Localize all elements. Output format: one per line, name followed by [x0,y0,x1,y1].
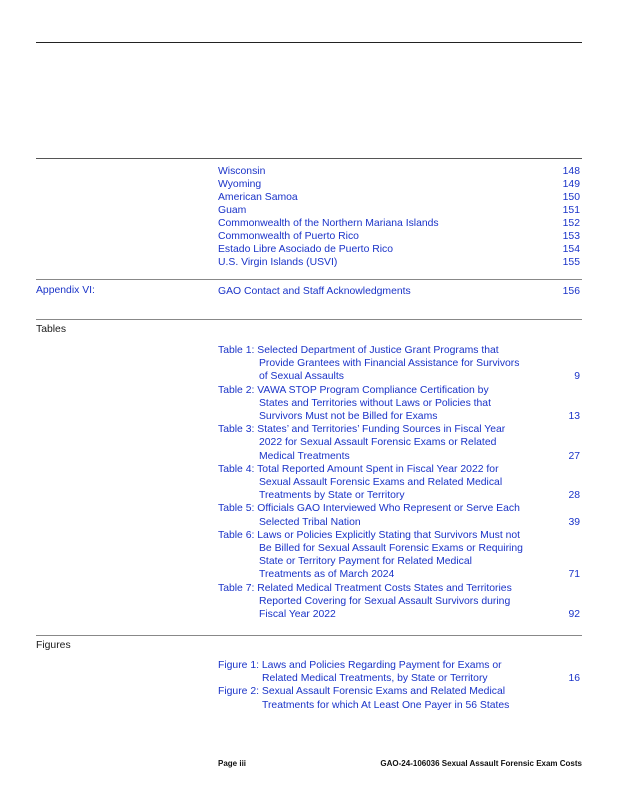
page-number: Page iii [218,759,247,768]
table-entry-continuation: Survivors Must not be Billed for Exams [259,411,438,422]
section-rule-appendix [36,158,582,159]
table-entry-page: 92 [568,609,580,620]
appendix-row-page: 150 [562,192,580,203]
table-entry-continuation: Provide Grantees with Financial Assistance for Survivors [259,358,520,370]
table-entry-continuation: Fiscal Year 2022 [259,609,336,620]
figure-entry-title: Figure 1: Laws and Policies Regarding Payment for Exams or [218,660,502,671]
table-entry-title: Table 3: States’ and Territories’ Funding Sources in Fiscal Year [218,424,506,436]
table-entry-continuation: Selected Tribal Nation [259,516,361,528]
figures-heading: Figures [36,640,71,651]
table-entry-title: Table 7: Related Medical Treatment Costs States and Territories [218,582,512,594]
figure-entry[interactable] [218,685,582,711]
figure-entry-continuation: Related Medical Treatments, by State or Territory [262,673,488,685]
table-entry-continuation: of Sexual Assaults [259,371,344,383]
appendix-row-page: 155 [562,257,580,268]
section-rule-tables [36,319,582,320]
section-rule-appendix-vi [36,279,582,280]
appendix-row-title: U.S. Virgin Islands (USVI) [218,257,338,268]
appendix-row[interactable] [218,217,582,230]
figure-entry[interactable] [218,659,582,685]
table-entry-title: Table 4: Total Reported Amount Spent in Fiscal Year 2022 for [218,463,499,475]
appendix-row-page: 153 [562,231,580,242]
tables-heading: Tables [36,324,67,335]
table-entry-continuation: Reported Covering for Sexual Assault Survivors during [259,595,511,607]
table-entry-continuation: Be Billed for Sexual Assault Forensic Exams or Requiring [259,543,523,554]
table-entry[interactable] [218,384,582,424]
table-entry-continuation: Sexual Assault Forensic Exams and Related Medical [259,477,503,488]
appendix-row-title: Guam [218,205,247,216]
table-entry-page: 13 [568,411,580,422]
appendix-vi-label[interactable]: Appendix VI: [36,285,95,296]
table-entry[interactable] [218,463,582,503]
appendix-row-page: 149 [562,179,580,190]
appendix-row[interactable] [218,191,582,204]
table-entry-title: Table 1: Selected Department of Justice Grant Programs that [218,345,499,356]
appendix-row-title: Wyoming [218,179,262,190]
appendix-row-title: Commonwealth of the Northern Mariana Islands [218,218,439,229]
table-entry[interactable] [218,529,582,582]
appendix-row[interactable] [218,256,582,269]
appendix-vi-title: GAO Contact and Staff Acknowledgments [218,286,411,297]
appendix-row[interactable] [218,165,582,178]
appendix-row-page: 152 [562,218,580,229]
table-entry-continuation: 2022 for Sexual Assault Forensic Exams or Related [259,437,497,449]
table-entry[interactable] [218,582,582,622]
appendix-row-title: Estado Libre Asociado de Puerto Rico [218,244,394,255]
appendix-vi-entry[interactable] [218,285,582,298]
table-entry[interactable] [218,502,582,528]
top-rule [36,42,582,43]
appendix-row-page: 151 [562,205,580,216]
table-entry-title: Table 2: VAWA STOP Program Compliance Certification by [218,384,489,396]
table-entry-continuation: States and Territories without Laws or Policies that [259,397,491,409]
section-rule-figures [36,635,582,636]
figure-entry-title: Figure 2: Sexual Assault Forensic Exams and Related Medical [218,686,506,698]
table-entry-title: Table 6: Laws or Policies Explicitly Stating that Survivors Must not [218,529,521,541]
figure-entry-page: 16 [568,673,580,685]
appendix-row[interactable] [218,178,582,191]
table-entry-title: Table 5: Officials GAO Interviewed Who Represent or Serve Each [218,503,520,515]
table-entry-continuation: Treatments by State or Territory [259,490,405,502]
appendix-row[interactable] [218,243,582,256]
table-entry[interactable] [218,423,582,463]
figure-entry-continuation: Treatments for which At Least One Payer in 56 States [262,699,510,711]
table-entry-page: 28 [568,490,580,502]
appendix-row-title: Wisconsin [218,166,266,177]
appendix-row-title: American Samoa [218,192,298,203]
table-entry-continuation: Treatments as of March 2024 [259,569,395,581]
table-entry-continuation: Medical Treatments [259,450,350,462]
report-title-footer: GAO-24-106036 Sexual Assault Forensic Exam Costs [380,759,582,768]
appendix-row[interactable] [218,204,582,217]
table-entry[interactable] [218,344,582,384]
table-entry-page: 39 [568,516,580,528]
appendix-row-page: 154 [562,244,580,255]
appendix-row-page: 148 [562,166,580,177]
appendix-vi-page: 156 [562,286,580,297]
table-entry-page: 71 [568,569,580,581]
table-entry-continuation: State or Territory Payment for Related Medical [259,556,472,568]
table-entry-page: 9 [574,371,580,383]
table-entry-page: 27 [568,450,580,462]
appendix-row-title: Commonwealth of Puerto Rico [218,231,359,242]
appendix-row[interactable] [218,230,582,243]
